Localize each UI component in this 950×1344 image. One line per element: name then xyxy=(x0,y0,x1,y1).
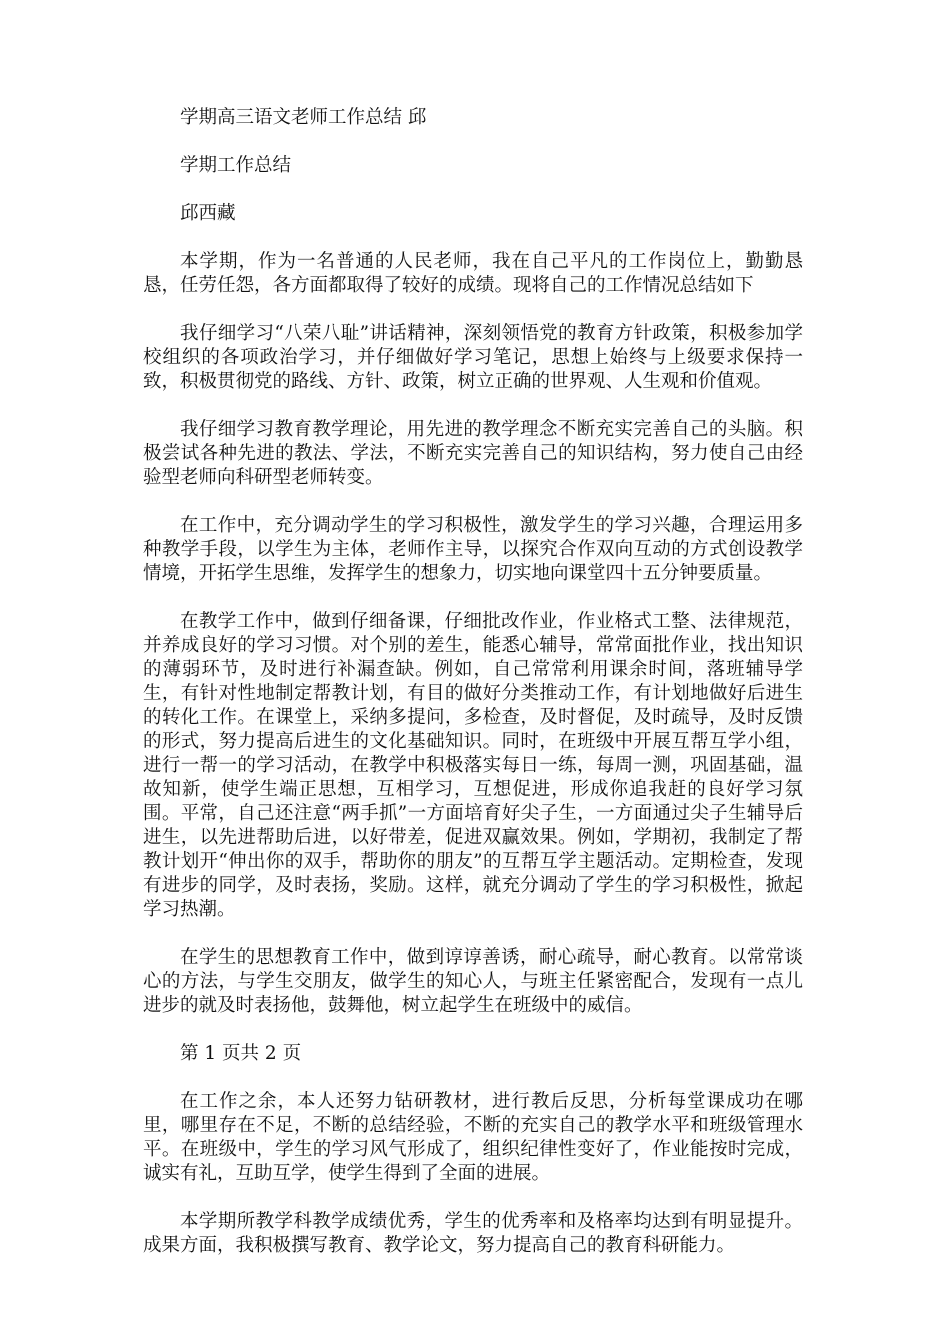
paragraph-moral-education: 在学生的思想教育工作中，做到谆谆善诱，耐心疏导，耐心教育。以常常谈心的方法，与学生交朋友，做学生的知心人，与班主任紧密配合，发现有一点儿进步的就及时表扬他，鼓舞他，树立起学生在班级中的威信。 xyxy=(143,947,803,1016)
document-title: 学期高三语文老师工作总结 邱 xyxy=(180,107,427,128)
paragraph-political-study: 我仔细学习“八荣八耻”讲话精神，深刻领悟党的教育方针政策，积极参加学校组织的各项政治学习，并仔细做好学习笔记，思想上始终与上级要求保持一致，积极贯彻党的路线、方针、政策，树立正确的世界观、人生观和价值观。 xyxy=(143,323,803,392)
page-number: 第 1 页共 2 页 xyxy=(180,1043,302,1064)
paragraph-theory-study: 我仔细学习教育教学理论，用先进的教学理念不断充实完善自己的头脑。积极尝试各种先进的教法、学法，不断充实完善自己的知识结构，努力使自己由经验型老师向科研型老师转变。 xyxy=(143,419,803,488)
document-subtitle: 学期工作总结 xyxy=(180,155,292,176)
paragraph-teaching-work: 在教学工作中，做到仔细备课，仔细批改作业，作业格式工整、法律规范，并养成良好的学习习惯。对个别的差生，能悉心辅导，常常面批作业，找出知识的薄弱环节，及时进行补漏查缺。例如，自己常常利用课余时间，落班辅导学生，有针对性地制定帮教计划，有目的做好分类推动工作，有计划地做好后进生的转化工作。在课堂上，采纳多提问，多检查，及时督促，及时疏导，及时反馈的形式，努力提高后进生的文化基础知识。同时，在班级中开展互帮互学小组，进行一帮一的学习活动，在教学中积极落实每日一练，每周一测，巩固基础，温故知新，使学生端正思想，互相学习，互想促进，形成你追我赶的良好学习氛围。平常，自己还注意“两手抓”一方面培育好尖子生，一方面通过尖子生辅导后进生，以先进帮助后进，以好带差，促进双赢效果。例如，学期初，我制定了帮教计划开“伸出你的双手，帮助你的朋友”的互帮互学主题活动。定期检查，发现有进步的同学，及时表扬，奖励。这样，就充分调动了学生的学习积极性，掀起学习热潮。 xyxy=(143,611,803,920)
document-page xyxy=(143,106,803,1282)
paragraph-reflection: 在工作之余，本人还努力钻研教材，进行教后反思，分析每堂课成功在哪里，哪里存在不足，不断的总结经验，不断的充实自己的教学水平和班级管理水平。在班级中，学生的学习风气形成了，组织纪律性变好了，作业能按时完成，诚实有礼，互助互学，使学生得到了全面的进展。 xyxy=(143,1091,803,1184)
paragraph-intro: 本学期，作为一名普通的人民老师，我在自己平凡的工作岗位上，勤勤恳恳，任劳任怨，各方面都取得了较好的成绩。现将自己的工作情况总结如下 xyxy=(143,251,803,296)
document-author: 邱西藏 xyxy=(180,203,236,224)
paragraph-results: 本学期所教学科教学成绩优秀，学生的优秀率和及格率均达到有明显提升。成果方面，我积极撰写教育、教学论文，努力提高自己的教育科研能力。 xyxy=(143,1211,803,1256)
paragraph-classroom: 在工作中，充分调动学生的学习积极性，激发学生的学习兴趣，合理运用多种教学手段，以学生为主体，老师作主导，以探究合作双向互动的方式创设教学情境，开拓学生思维，发挥学生的想象力，切实地向课堂四十五分钟要质量。 xyxy=(143,515,803,584)
